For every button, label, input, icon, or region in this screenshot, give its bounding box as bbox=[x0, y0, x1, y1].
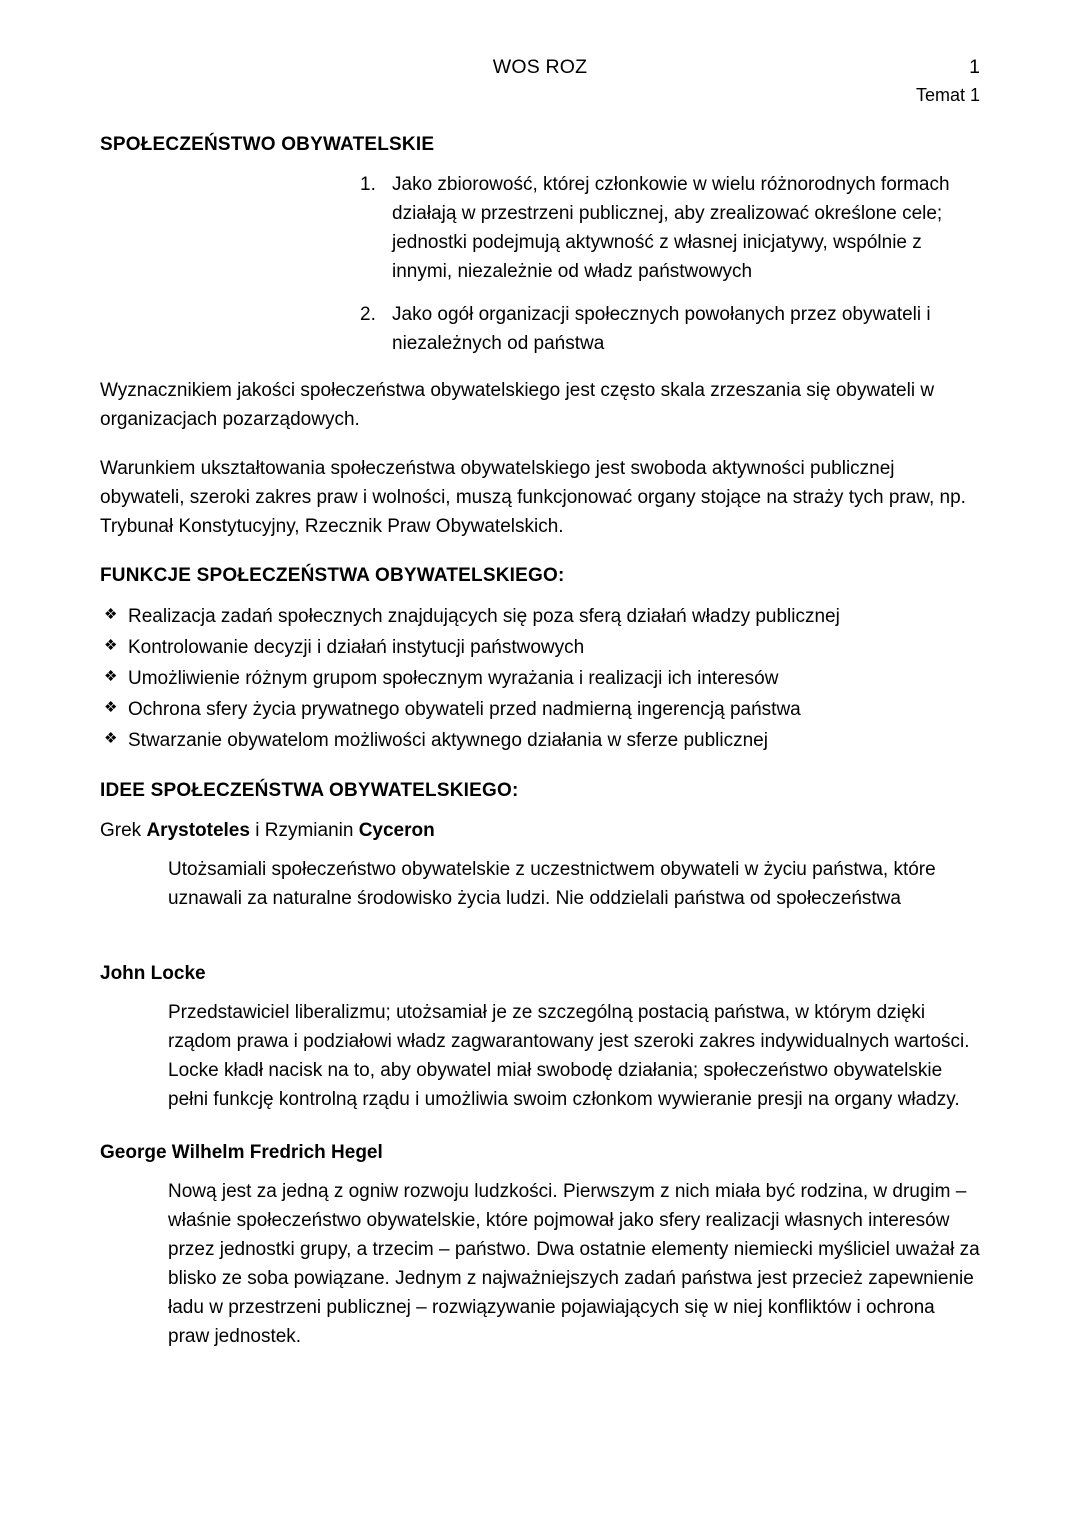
heading-spoleczenstwo-obywatelskie: SPOŁECZEŃSTWO OBYWATELSKIE bbox=[100, 134, 435, 155]
list-item bbox=[100, 632, 980, 663]
list-item bbox=[360, 170, 980, 286]
idea-name-antiquity bbox=[100, 816, 980, 845]
idea-name-arystoteles: Arystoteles bbox=[146, 820, 250, 841]
idea-name-john-locke: John Locke bbox=[100, 963, 206, 984]
list-item-text: Ochrona sfery życia prywatnego obywateli przed nadmierną ingerencją państwa bbox=[128, 699, 801, 720]
idea-body-john-locke: Przedstawiciel liberalizmu; utożsamiał je ze szczególną postacią państwa, w którym dzięki rządom prawa i podziałowi władz zagwarantowany jest szeroki zakres indywidualnych wartości. Locke kładł nacisk na to, aby obywatel miał swobodę działania; społeczeństwo obywatelskie pełni funkcję kontrolną rządu i umożliwia swoim członkom wywieranie presji na organy władzy. bbox=[168, 1002, 970, 1110]
idea-name-hegel: George Wilhelm Fredrich Hegel bbox=[100, 1142, 383, 1163]
list-item bbox=[100, 694, 980, 725]
list-item-text: Realizacja zadań społecznych znajdujących się poza sferą działań władzy publicznej bbox=[128, 606, 840, 627]
idea-body-hegel: Nową jest za jedną z ogniw rozwoju ludzkości. Pierwszym z nich miała być rodzina, w drugim – właśnie społeczeństwo obywatelskie, które pojmował jako sfery realizacji własnych interesów przez jednostki grupy, a trzecim – państwo. Dwa ostatnie elementy niemiecki myśliciel uważał za blisko ze soba powiązane. Jednym z najważniejszych zadań państwa jest przecież zapewnienie ładu w przestrzeni publicznej – rozwiązywanie pojawiających się w niej konfliktów i ochrona praw jednostek. bbox=[168, 1181, 980, 1347]
bullet-icon: ❖ bbox=[104, 668, 118, 685]
heading-idee: IDEE SPOŁECZEŃSTWA OBYWATELSKIEGO: bbox=[100, 780, 519, 801]
list-item-number: 2. bbox=[360, 304, 376, 325]
list-item bbox=[100, 663, 980, 694]
bullet-icon: ❖ bbox=[104, 606, 118, 623]
idea-body-antiquity: Utożsamiali społeczeństwo obywatelskie z uczestnictwem obywateli w życiu państwa, które uznawali za naturalne środowisko życia ludzi. Nie oddzielali państwa od społeczeństwa bbox=[168, 859, 936, 909]
bullet-icon: ❖ bbox=[104, 699, 118, 716]
spacer bbox=[100, 923, 980, 935]
list-item-text: Umożliwienie różnym grupom społecznym wyrażania i realizacji ich interesów bbox=[128, 668, 779, 689]
list-item bbox=[100, 725, 980, 756]
header-subtitle: Temat 1 bbox=[915, 85, 980, 105]
definition-list bbox=[100, 170, 980, 358]
header-title: WOS ROZ bbox=[492, 56, 588, 78]
list-item-number: 1. bbox=[360, 174, 376, 195]
idea-name-cyceron: Cyceron bbox=[358, 820, 435, 841]
bullet-icon: ❖ bbox=[104, 637, 118, 654]
heading-funkcje: FUNKCJE SPOŁECZEŃSTWA OBYWATELSKIEGO: bbox=[100, 565, 565, 586]
bullet-icon: ❖ bbox=[104, 730, 118, 747]
list-item-text: Kontrolowanie decyzji i działań instytucji państwowych bbox=[128, 637, 585, 658]
list-item-text: Stwarzanie obywatelom możliwości aktywnego działania w sferze publicznej bbox=[128, 730, 768, 751]
paragraph-quality-indicator: Wyznacznikiem jakości społeczeństwa obywatelskiego jest często skala zrzeszania się obywateli w organizacjach pozarządowych. bbox=[100, 380, 935, 430]
page-number: 1 bbox=[969, 56, 980, 78]
list-item bbox=[360, 300, 980, 358]
paragraph-conditions: Warunkiem ukształtowania społeczeństwa obywatelskiego jest swoboda aktywności publicznej obywateli, szeroki zakres praw i wolności, muszą funkcjonować organy stojące na straży tych praw, np. Trybunał Konstytucyjny, Rzecznik Praw Obywatelskich. bbox=[100, 458, 966, 537]
functions-list bbox=[100, 601, 980, 756]
document-header bbox=[100, 56, 980, 79]
list-item-text: Jako ogół organizacji społecznych powołanych przez obywateli i niezależnych od państwa bbox=[392, 304, 931, 354]
list-item-text: Jako zbiorowość, której członkowie w wielu różnorodnych formach działają w przestrzeni publicznej, aby zrealizować określone cele; jednostki podejmują aktywność z własnej inicjatywy, wspólnie z innymi, niezależnie od władz państwowych bbox=[392, 174, 950, 282]
idea-name-prefix: Grek bbox=[100, 820, 147, 841]
list-item bbox=[100, 601, 980, 632]
idea-name-middle: i Rzymianin bbox=[249, 820, 359, 841]
